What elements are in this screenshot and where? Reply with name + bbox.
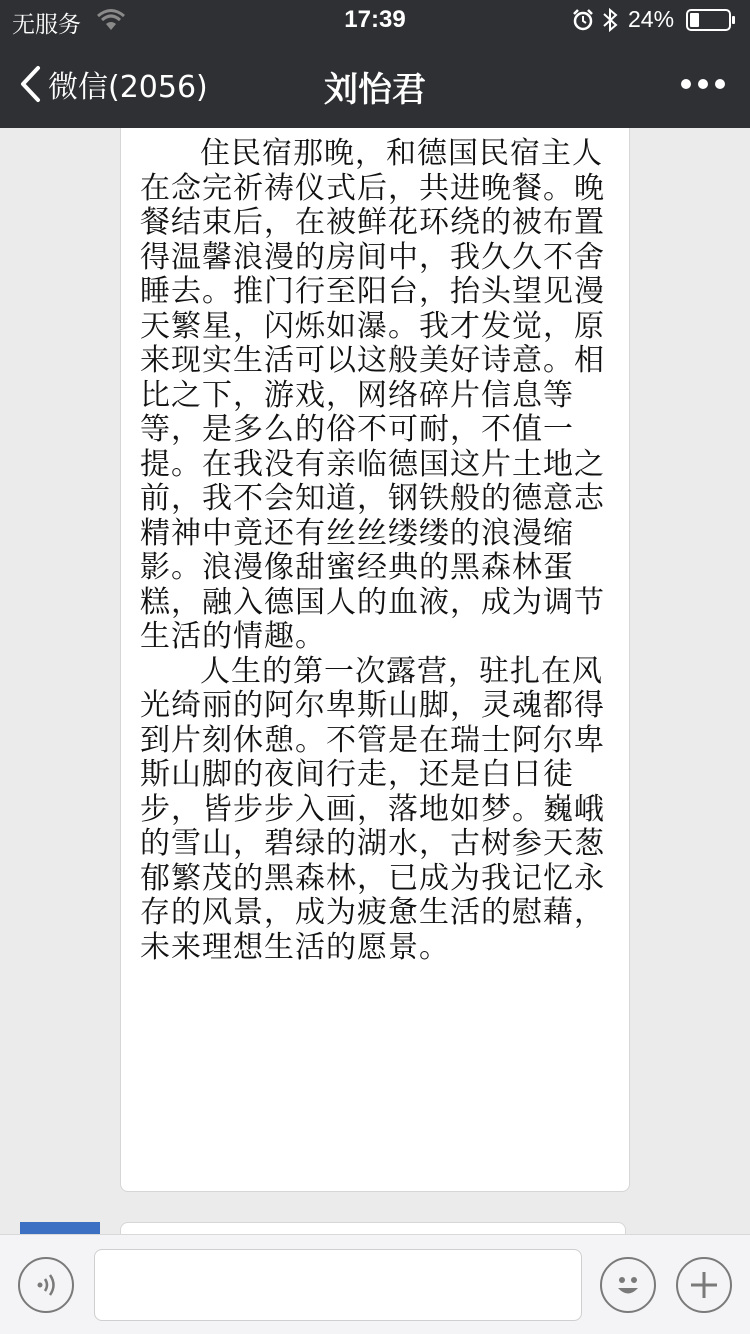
status-bar <box>0 0 750 40</box>
next-message-bubble[interactable] <box>120 1222 626 1234</box>
message-bubble[interactable] <box>120 128 630 1192</box>
chat-area[interactable] <box>0 128 750 1234</box>
battery-percentage: 24% <box>628 6 675 32</box>
carrier-label: 无服务 <box>12 11 81 37</box>
more-dots-icon[interactable] <box>678 68 728 100</box>
voice-icon <box>31 1270 61 1300</box>
alarm-icon <box>572 9 594 31</box>
message-input[interactable] <box>94 1249 582 1321</box>
chat-title: 刘怡君 <box>324 70 426 110</box>
plus-button[interactable] <box>676 1257 732 1313</box>
chevron-left-icon <box>18 64 42 104</box>
clock: 17:39 <box>344 6 406 33</box>
voice-button[interactable] <box>18 1257 74 1313</box>
emoji-button[interactable] <box>600 1257 656 1313</box>
nav-bar <box>0 40 750 128</box>
plus-icon <box>689 1270 719 1300</box>
message-paragraph: 人生的第一次露营，驻扎在风光绮丽的阿尔卑斯山脚，灵魂都得到片刻休憩。不管是在瑞士阿尔卑斯山脚的夜间行走，还是白日徒步，皆步步入画，落地如梦。巍峨的雪山，碧绿的湖水，古树参天葱郁繁茂的黑森林，已成为我记忆永存的风景，成为疲惫生活的慰藉，未来理想生活的愿景。 <box>140 653 605 965</box>
message-text <box>140 137 612 965</box>
back-button[interactable] <box>18 62 208 106</box>
battery-icon <box>686 9 736 31</box>
back-label: 微信(2056) <box>48 70 208 105</box>
message-paragraph: 住民宿那晚，和德国民宿主人在念完祈祷仪式后，共进晚餐。晚餐结束后，在被鲜花环绕的被布置得温馨浪漫的房间中，我久久不舍睡去。推门行至阳台，抬头望见漫天繁星，闪烁如瀑。我才发觉，原来现实生活可以这般美好诗意。相比之下，游戏，网络碎片信息等等，是多么的俗不可耐，不值一提。在我没有亲临德国这片土地之前，我不会知道，钢铁般的德意志精神中竟还有丝丝缕缕的浪漫缩影。浪漫像甜蜜经典的黑森林蛋糕，融入德国人的血液，成为调节生活的情趣。 <box>140 136 605 654</box>
bluetooth-icon <box>602 8 618 32</box>
emoji-icon <box>606 1263 650 1307</box>
avatar[interactable] <box>20 1222 100 1234</box>
input-bar <box>0 1234 750 1334</box>
